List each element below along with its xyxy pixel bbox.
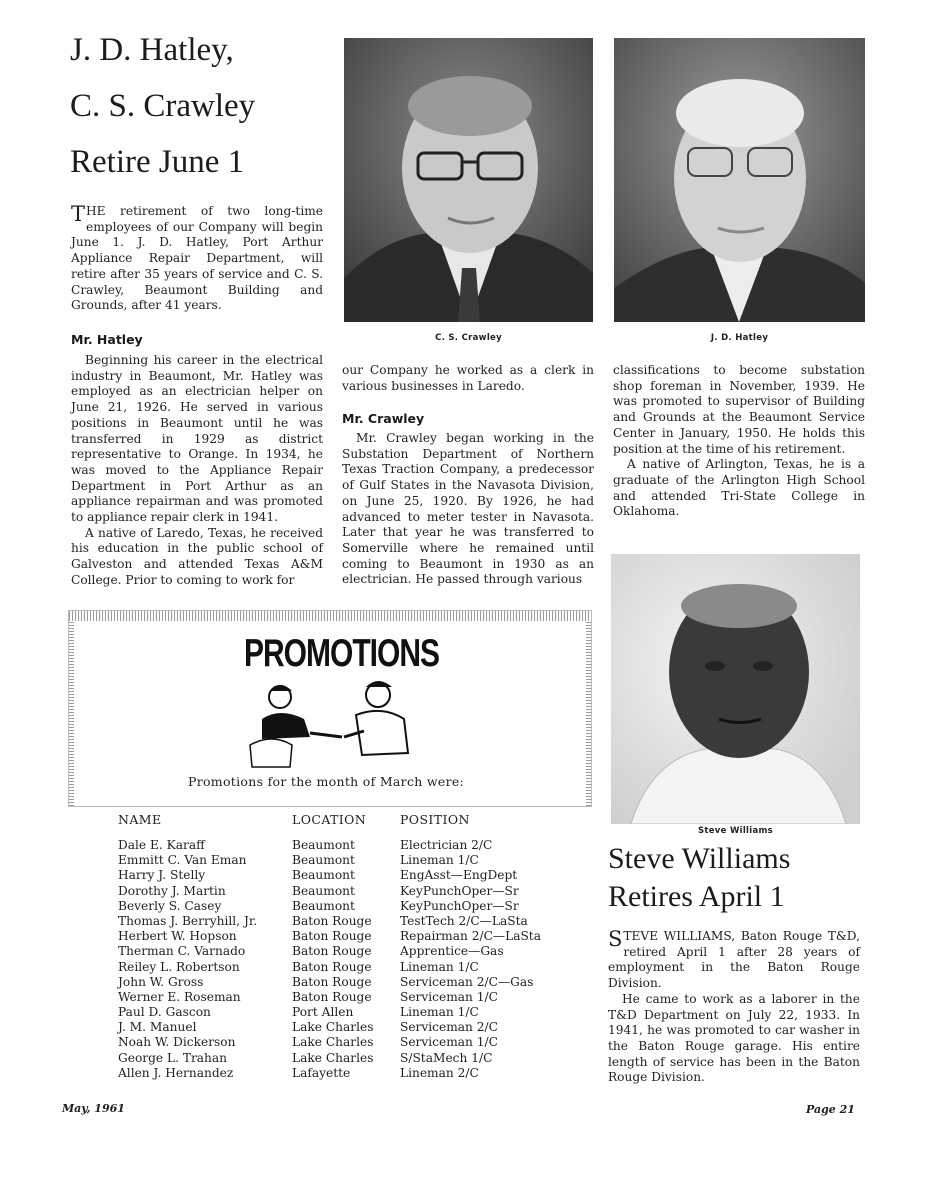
cell-location: Baton Rouge bbox=[292, 944, 372, 959]
cell-position: Serviceman 1/C bbox=[400, 989, 498, 1004]
table-row bbox=[118, 899, 588, 914]
cell-location: Beaumont bbox=[292, 853, 355, 868]
cell-position: KeyPunchOper—Sr bbox=[400, 883, 519, 898]
table-row bbox=[118, 1035, 588, 1050]
cell-location: Baton Rouge bbox=[292, 913, 372, 928]
header-position: POSITION bbox=[400, 812, 470, 827]
cell-position: Serviceman 2/C—Gas bbox=[400, 974, 534, 989]
cell-name: Allen J. Hernandez bbox=[118, 1065, 234, 1080]
handshake-illustration bbox=[232, 675, 432, 770]
cell-name: J. M. Manuel bbox=[118, 1020, 197, 1035]
cell-position: EngAsst—EngDept bbox=[400, 868, 518, 883]
photo-steve-williams bbox=[611, 554, 860, 824]
crawley-paragraph-2: classifications to become substation shop foreman in November, 1939. He was promoted to supervisor of Building and Grounds at the Beaumont Service Center in January, 1950. He holds this position at the time of his retirement. bbox=[613, 363, 865, 456]
hatley-paragraph-1: Beginning his career in the electrical industry in Beaumont, Mr. Hatley was employed as an electrician helper on June 21, 1926. He served in various positions in Beaumont until he was transferred in 1929 as district representative to Orange. In 1934, he was moved to the Appliance Repair Department in Port Arthur as an appliance repairman and was promoted to appliance repair clerk in 1941. bbox=[71, 353, 323, 525]
cell-name: John W. Gross bbox=[118, 974, 204, 989]
cell-location: Beaumont bbox=[292, 898, 355, 913]
williams-dropcap: S bbox=[608, 927, 623, 951]
promotions-table bbox=[118, 812, 588, 1081]
cell-location: Lake Charles bbox=[292, 1035, 374, 1050]
williams-body bbox=[608, 929, 860, 1086]
crawley-paragraph-3: A native of Arlington, Texas, he is a graduate of the Arlington High School and attended Tri-State College in Oklahoma. bbox=[613, 457, 865, 519]
table-row bbox=[118, 1020, 588, 1035]
cell-name: Emmitt C. Van Eman bbox=[118, 853, 247, 868]
cell-position: KeyPunchOper—Sr bbox=[400, 898, 519, 913]
cell-location: Lake Charles bbox=[292, 1020, 374, 1035]
promotions-title: PROMOTIONS bbox=[244, 632, 440, 675]
header-location: LOCATION bbox=[292, 812, 367, 827]
cell-location: Baton Rouge bbox=[292, 929, 372, 944]
cell-location: Beaumont bbox=[292, 883, 355, 898]
table-body bbox=[118, 838, 588, 1081]
table-row bbox=[118, 960, 588, 975]
intro-text: HE retirement of two long-time employees of our Company will begin June 1. J. D. Hatley, Port Arthur Appliance Repair Department, will retire after 35 years of service and C. S. Crawley, Beaumont Building and Grounds, after 41 years. bbox=[71, 204, 323, 313]
header-name: NAME bbox=[118, 812, 162, 827]
table-row bbox=[118, 914, 588, 929]
cell-position: Apprentice—Gas bbox=[400, 944, 504, 959]
cell-name: Reiley L. Robertson bbox=[118, 959, 240, 974]
table-row bbox=[118, 944, 588, 959]
williams-p1-text: TEVE WILLIAMS, Baton Rouge T&D, retired April 1 after 28 years of employment in the Baton Rouge Division. bbox=[608, 929, 860, 991]
table-row bbox=[118, 1066, 588, 1081]
hatley-continued: our Company he worked as a clerk in various businesses in Laredo. bbox=[342, 363, 594, 393]
crawley-paragraph-1: Mr. Crawley began working in the Substation Department of Northern Texas Traction Company, a predecessor of Gulf States in the Navasota Division, on June 25, 1920. By 1926, he had advanced to meter tester in Navasota. Later that year he was transferred to Somerville where he remained until coming to Beaumont in 1930 as an electrician. He passed through various bbox=[342, 431, 594, 587]
williams-headline-line-1: Steve Williams bbox=[608, 842, 791, 875]
intro-dropcap: T bbox=[71, 202, 86, 226]
cell-name: Noah W. Dickerson bbox=[118, 1035, 236, 1050]
promotions-logo bbox=[232, 630, 440, 770]
cell-position: Electrician 2/C bbox=[400, 838, 493, 852]
article-headline bbox=[70, 22, 330, 190]
caption-williams: Steve Williams bbox=[697, 826, 774, 836]
caption-crawley: C. S. Crawley bbox=[435, 333, 502, 343]
cell-location: Baton Rouge bbox=[292, 989, 372, 1004]
cell-name: Therman C. Varnado bbox=[118, 944, 246, 959]
cell-position: Serviceman 1/C bbox=[400, 1035, 498, 1050]
portrait-crawley-image bbox=[344, 38, 593, 322]
hatley-body bbox=[71, 353, 323, 589]
cell-name: Thomas J. Berryhill, Jr. bbox=[118, 913, 258, 928]
table-row bbox=[118, 884, 588, 899]
cell-name: Beverly S. Casey bbox=[118, 898, 222, 913]
hatley-paragraph-2: A native of Laredo, Texas, he received his education in the public school of Galveston and attended Texas A&M College. Prior to coming to work for bbox=[71, 525, 323, 587]
column-2-continuation bbox=[342, 363, 594, 394]
table-row bbox=[118, 1005, 588, 1020]
cell-name: Paul D. Gascon bbox=[118, 1005, 211, 1020]
photo-hatley bbox=[614, 38, 865, 322]
table-row bbox=[118, 853, 588, 868]
cell-location: Port Allen bbox=[292, 1005, 354, 1020]
table-row bbox=[118, 990, 588, 1005]
headline-line-3: Retire June 1 bbox=[70, 144, 245, 180]
table-row bbox=[118, 1051, 588, 1066]
footer-page-number: Page 21 bbox=[806, 1103, 855, 1116]
caption-hatley: J. D. Hatley bbox=[710, 333, 769, 343]
headline-line-2: C. S. Crawley bbox=[70, 88, 256, 124]
cell-name: Werner E. Roseman bbox=[118, 989, 241, 1004]
promotions-intro: Promotions for the month of March were: bbox=[188, 774, 465, 789]
williams-headline-line-2: Retires April 1 bbox=[608, 880, 785, 913]
footer-date: May, 1961 bbox=[62, 1102, 125, 1115]
cell-name: Herbert W. Hopson bbox=[118, 929, 237, 944]
cell-position: TestTech 2/C—LaSta bbox=[400, 913, 528, 928]
box-right-border bbox=[586, 621, 591, 806]
cell-name: George L. Trahan bbox=[118, 1050, 228, 1065]
column-3-text bbox=[613, 363, 865, 520]
cell-location: Beaumont bbox=[292, 838, 355, 852]
cell-position: Lineman 1/C bbox=[400, 1005, 479, 1020]
article-intro bbox=[71, 204, 323, 314]
crawley-heading: Mr. Crawley bbox=[342, 411, 425, 426]
cell-position: Lineman 1/C bbox=[400, 853, 479, 868]
photo-crawley bbox=[344, 38, 593, 322]
table-row bbox=[118, 975, 588, 990]
cell-location: Beaumont bbox=[292, 868, 355, 883]
cell-name: Harry J. Stelly bbox=[118, 868, 206, 883]
table-row bbox=[118, 929, 588, 944]
cell-location: Baton Rouge bbox=[292, 974, 372, 989]
cell-position: Lineman 2/C bbox=[400, 1065, 479, 1080]
cell-position: S/StaMech 1/C bbox=[400, 1050, 493, 1065]
portrait-williams-image bbox=[611, 554, 860, 824]
cell-location: Baton Rouge bbox=[292, 959, 372, 974]
williams-paragraph-2: He came to work as a laborer in the T&D Department on July 22, 1933. In 1941, he was promoted to car washer in the Baton Rouge garage. His entire length of service has been in the Baton Rouge Division. bbox=[608, 991, 860, 1085]
williams-headline bbox=[608, 840, 868, 916]
portrait-hatley-image bbox=[614, 38, 865, 322]
cell-name: Dale E. Karaff bbox=[118, 838, 205, 852]
cell-location: Lafayette bbox=[292, 1065, 351, 1080]
box-left-border bbox=[69, 621, 74, 806]
cell-position: Repairman 2/C—LaSta bbox=[400, 929, 541, 944]
hatley-heading: Mr. Hatley bbox=[71, 332, 143, 347]
table-header bbox=[118, 812, 588, 838]
headline-line-1: J. D. Hatley, bbox=[70, 32, 234, 68]
table-row bbox=[118, 838, 588, 853]
cell-position: Lineman 1/C bbox=[400, 959, 479, 974]
cell-name: Dorothy J. Martin bbox=[118, 883, 226, 898]
box-top-border bbox=[69, 611, 591, 621]
crawley-body bbox=[342, 431, 594, 588]
cell-location: Lake Charles bbox=[292, 1050, 374, 1065]
williams-paragraph-1 bbox=[608, 929, 860, 992]
table-row bbox=[118, 868, 588, 883]
cell-position: Serviceman 2/C bbox=[400, 1020, 498, 1035]
